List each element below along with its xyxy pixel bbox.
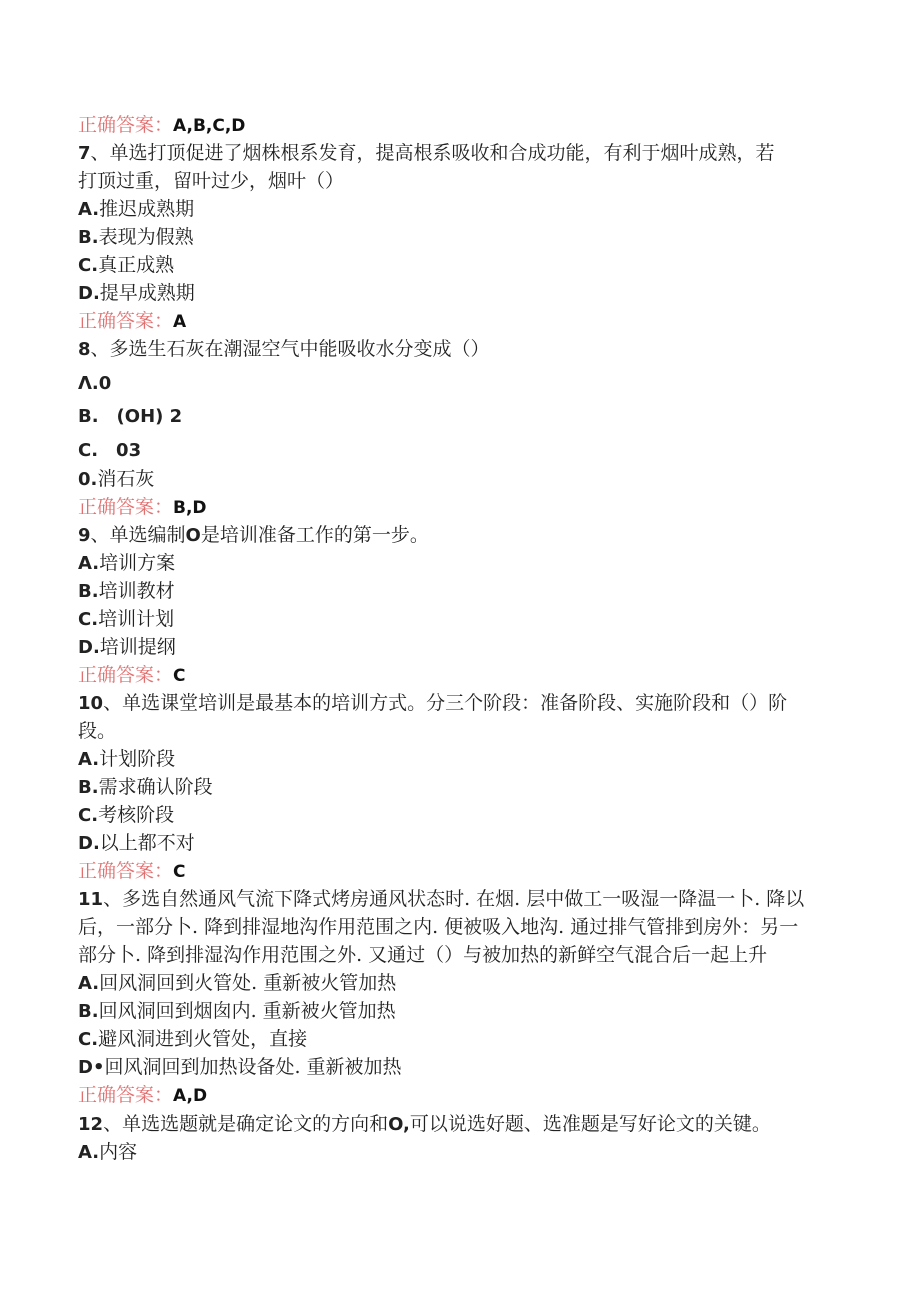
option-key: B. <box>78 581 99 602</box>
option-key: A. <box>78 199 100 220</box>
question-stem-q7-cont <box>78 167 820 195</box>
option-text: 提早成熟期 <box>99 282 195 304</box>
option-key: B. <box>78 1001 99 1022</box>
answer-line-q11 <box>78 1081 820 1110</box>
option-text: 考核阶段 <box>98 804 175 826</box>
option-key: 0. <box>78 469 98 490</box>
question-stem-q8 <box>78 335 820 364</box>
option-text: 内容 <box>99 1141 138 1163</box>
option-key: C. 03 <box>78 440 142 461</box>
option-q7-d <box>78 279 820 308</box>
option-key: D• <box>78 1057 105 1078</box>
option-key: C. <box>78 255 99 276</box>
option-q8-c <box>78 436 820 465</box>
option-q10-c <box>78 801 820 830</box>
question-text: 段。 <box>78 720 117 742</box>
option-text: 培训方案 <box>99 552 176 574</box>
option-text: 避风洞进到火管处，直接 <box>98 1028 308 1050</box>
option-q10-b <box>78 773 820 802</box>
question-blank: O, <box>388 1114 410 1135</box>
option-q10-a <box>78 745 820 774</box>
option-key: Λ.0 <box>78 373 112 394</box>
option-key: A. <box>78 1142 100 1163</box>
question-stem-q12 <box>78 1110 820 1139</box>
question-number: 9 <box>78 525 91 546</box>
option-key: A. <box>78 553 100 574</box>
option-q10-d <box>78 829 820 858</box>
option-text: 回风洞回到加热设备处. 重新被加热 <box>104 1056 402 1078</box>
answer-line-q6 <box>78 111 820 140</box>
question-text: 打顶过重，留叶过少，烟叶（） <box>78 170 345 192</box>
question-text: 、多选生石灰在潮湿空气中能吸收水分变成（） <box>90 338 490 360</box>
question-number: 8 <box>78 339 91 360</box>
option-q8-d <box>78 465 820 494</box>
answer-line-q10 <box>78 857 820 886</box>
option-text: 培训教材 <box>98 580 175 602</box>
answer-value: B,D <box>173 498 207 518</box>
question-text: 、单选打顶促进了烟株根系发育，提高根系吸收和合成功能，有利于烟叶成熟，若 <box>90 142 775 164</box>
question-text: 部分卜. 降到排湿沟作用范围之外. 又通过（）与被加热的新鲜空气混合后一起上升 <box>78 944 768 966</box>
question-stem-q10-cont <box>78 717 820 745</box>
answer-value: A,D <box>173 1086 208 1106</box>
option-q9-a <box>78 549 820 578</box>
option-text: 培训计划 <box>98 608 175 630</box>
question-number: 12 <box>78 1114 104 1135</box>
question-text: 、多选自然通风气流下降式烤房通风状态时. 在烟. 层中做工一吸湿一降温一卜. 降以 <box>103 888 805 910</box>
question-text: 、单选选题就是确定论文的方向和 <box>103 1113 389 1135</box>
question-stem-q11-cont2 <box>78 941 820 969</box>
option-text: 回风洞回到火管处. 重新被火管加热 <box>99 972 397 994</box>
question-number: 10 <box>78 693 104 714</box>
answer-label: 正确答案： <box>78 310 174 332</box>
answer-line-q9 <box>78 661 820 690</box>
question-stem-q9 <box>78 521 820 550</box>
option-q8-b <box>78 402 820 431</box>
option-text: 以上都不对 <box>99 832 195 854</box>
option-text: 培训提纲 <box>99 636 176 658</box>
answer-line-q8 <box>78 493 820 522</box>
option-key: B. (OH) 2 <box>78 406 183 427</box>
question-text: 后，一部分卜. 降到排湿地沟作用范围之内. 便被吸入地沟. 通过排气管排到房外：另一 <box>78 916 799 938</box>
option-q9-c <box>78 605 820 634</box>
option-text: 计划阶段 <box>99 748 176 770</box>
option-key: A. <box>78 973 100 994</box>
question-stem-q7 <box>78 139 820 168</box>
answer-value: A,B,C,D <box>173 116 246 136</box>
option-text: 回风洞回到烟囱内. 重新被火管加热 <box>98 1000 396 1022</box>
option-q7-c <box>78 251 820 280</box>
question-stem-q11 <box>78 885 820 914</box>
option-key: A. <box>78 749 100 770</box>
answer-value: A <box>173 312 187 332</box>
option-key: C. <box>78 609 99 630</box>
option-key: C. <box>78 1029 99 1050</box>
question-text: 是培训准备工作的第一步。 <box>200 524 429 546</box>
answer-value: C <box>173 666 186 686</box>
question-stem-q11-cont1 <box>78 913 820 941</box>
option-q11-a <box>78 969 820 998</box>
question-number: 11 <box>78 889 104 910</box>
answer-label: 正确答案： <box>78 114 174 136</box>
option-q9-d <box>78 633 820 662</box>
answer-label: 正确答案： <box>78 496 174 518</box>
option-text: 需求确认阶段 <box>98 776 213 798</box>
question-stem-q10 <box>78 689 820 718</box>
answer-label: 正确答案： <box>78 1084 174 1106</box>
option-key: B. <box>78 777 99 798</box>
option-key: D. <box>78 637 100 658</box>
option-text: 真正成熟 <box>98 254 175 276</box>
option-q7-a <box>78 195 820 224</box>
answer-label: 正确答案： <box>78 664 174 686</box>
option-text: 表现为假熟 <box>98 226 194 248</box>
answer-value: C <box>173 862 186 882</box>
question-text: 、单选课堂培训是最基本的培训方式。分三个阶段：准备阶段、实施阶段和（）阶 <box>103 692 788 714</box>
answer-label: 正确答案： <box>78 860 174 882</box>
option-q12-a <box>78 1138 820 1167</box>
answer-line-q7 <box>78 307 820 336</box>
option-key: B. <box>78 227 99 248</box>
option-text: 消石灰 <box>97 468 155 490</box>
question-number: 7 <box>78 143 91 164</box>
option-key: C. <box>78 805 99 826</box>
option-q9-b <box>78 577 820 606</box>
question-text: 、单选编制 <box>90 524 186 546</box>
option-q8-a <box>78 369 820 398</box>
option-q11-c <box>78 1025 820 1054</box>
option-q7-b <box>78 223 820 252</box>
option-key: D. <box>78 833 100 854</box>
option-key: D. <box>78 283 100 304</box>
question-blank: O <box>185 525 201 546</box>
option-text: 推迟成熟期 <box>99 198 195 220</box>
question-text: 可以说选好题、选准题是写好论文的关键。 <box>409 1113 771 1135</box>
option-q11-b <box>78 997 820 1026</box>
option-q11-d <box>78 1053 820 1082</box>
